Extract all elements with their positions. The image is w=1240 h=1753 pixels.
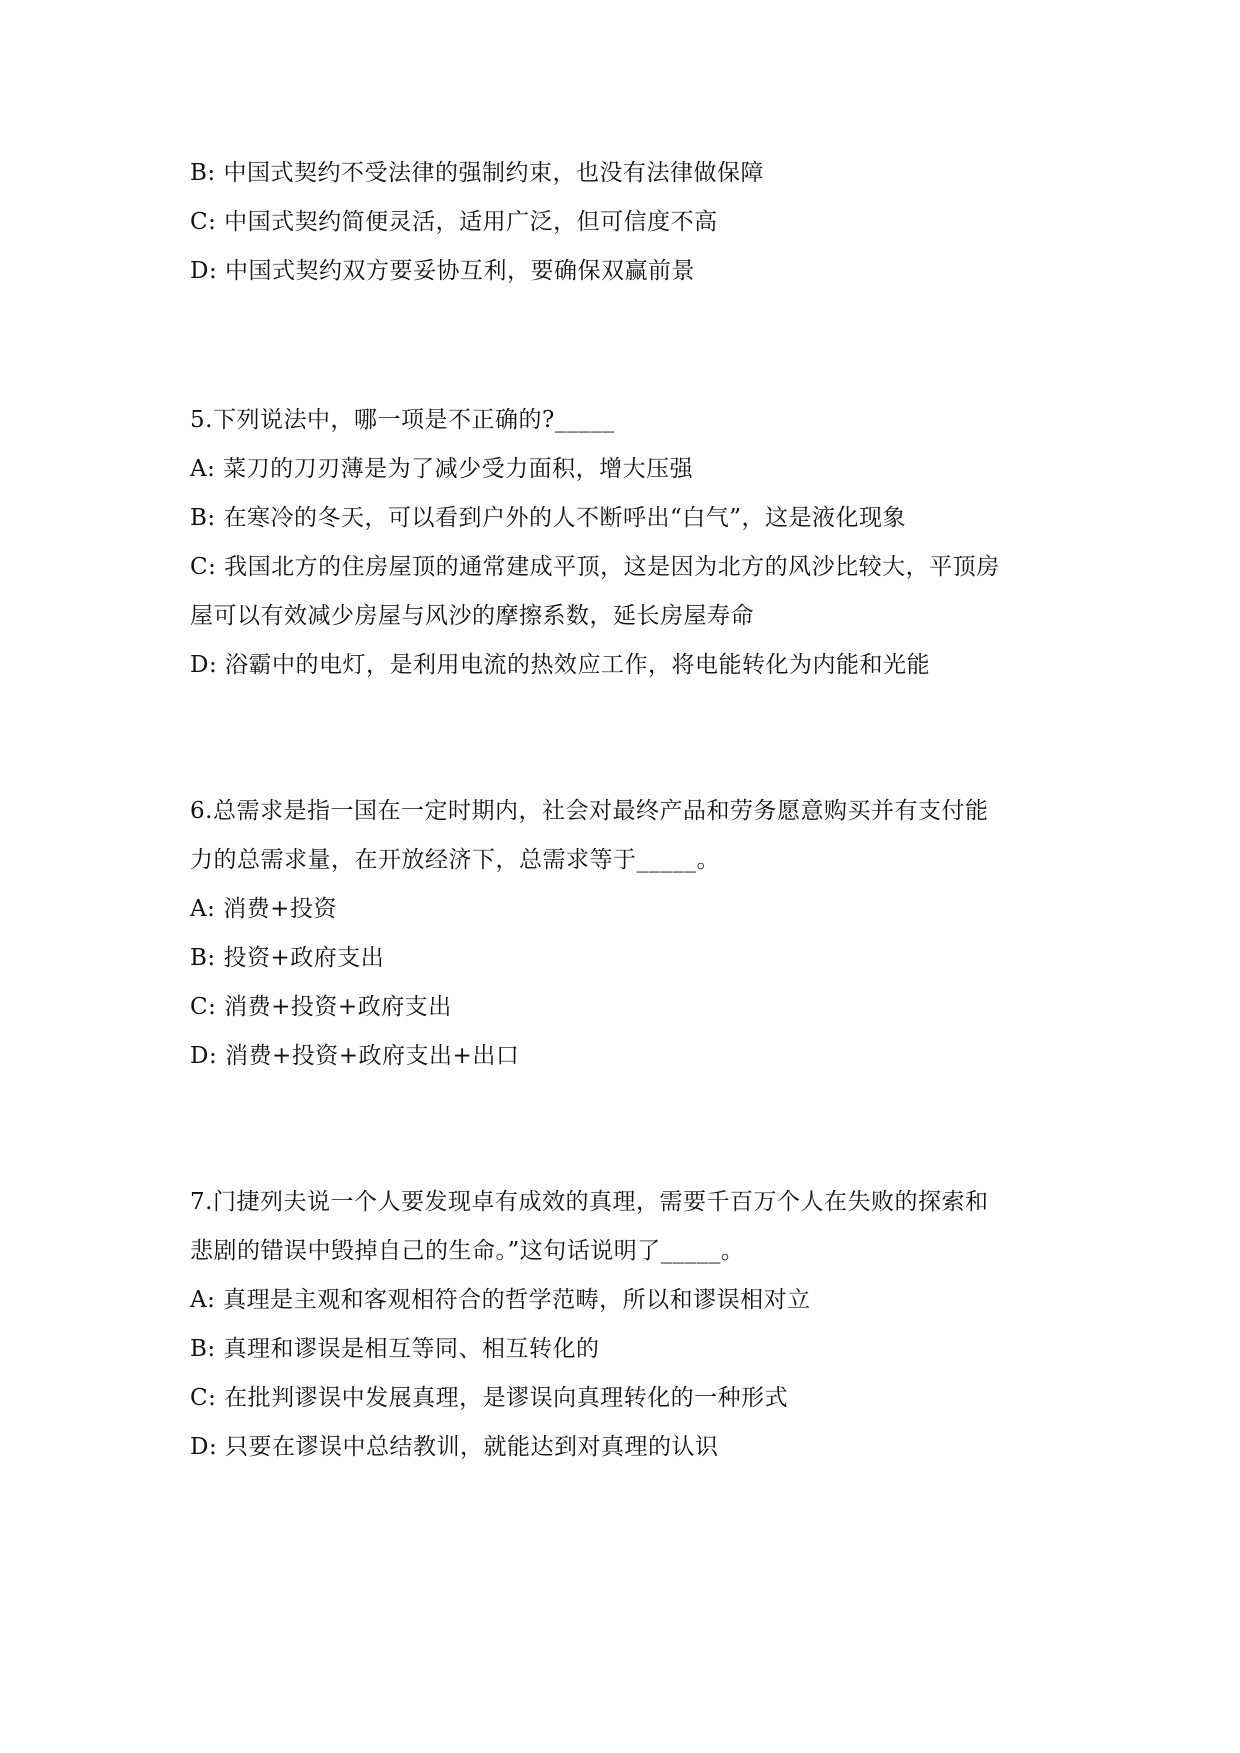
- prev-question-option-b: B: 中国式契约不受法律的强制约束，也没有法律做保障: [190, 160, 764, 186]
- question-6-stem-continued: 力的总需求量，在开放经济下，总需求等于_____。: [190, 847, 720, 873]
- question-5-stem: 5.下列说法中，哪一项是不正确的?_____: [190, 407, 615, 433]
- prev-question-option-c: C: 中国式契约简便灵活，适用广泛，但可信度不高: [190, 209, 718, 235]
- question-5-option-a: A: 菜刀的刀刃薄是为了减少受力面积，增大压强: [190, 456, 694, 482]
- question-6-option-a: A: 消费+投资: [190, 896, 337, 922]
- question-6-option-d: D: 消费+投资+政府支出+出口: [190, 1043, 520, 1069]
- question-5-option-c: C: 我国北方的住房屋顶的通常建成平顶，这是因为北方的风沙比较大，平顶房: [190, 554, 1000, 580]
- question-5-option-c-continued: 屋可以有效减少房屋与风沙的摩擦系数，延长房屋寿命: [190, 603, 754, 629]
- question-6-option-b: B: 投资+政府支出: [190, 945, 385, 971]
- question-5-option-d: D: 浴霸中的电灯，是利用电流的热效应工作，将电能转化为内能和光能: [190, 652, 931, 678]
- question-7-stem-continued: 悲剧的错误中毁掉自己的生命。”这句话说明了_____。: [190, 1238, 745, 1264]
- question-7-option-c: C: 在批判谬误中发展真理，是谬误向真理转化的一种形式: [190, 1385, 789, 1411]
- question-6-stem: 6.总需求是指一国在一定时期内，社会对最终产品和劳务愿意购买并有支付能: [190, 798, 989, 824]
- question-7-option-b: B: 真理和谬误是相互等同、相互转化的: [190, 1336, 600, 1362]
- question-6-option-c: C: 消费+投资+政府支出: [190, 994, 452, 1020]
- question-5-option-b: B: 在寒冷的冬天，可以看到户外的人不断呼出“白气”，这是液化现象: [190, 505, 906, 531]
- question-7-option-a: A: 真理是主观和客观相符合的哲学范畴，所以和谬误相对立: [190, 1287, 811, 1313]
- question-7-stem: 7.门捷列夫说一个人要发现卓有成效的真理，需要千百万个人在失败的探索和: [190, 1189, 989, 1215]
- prev-question-option-d: D: 中国式契约双方要妥协互利，要确保双赢前景: [190, 258, 696, 284]
- question-7-option-d: D: 只要在谬误中总结教训，就能达到对真理的认识: [190, 1434, 719, 1460]
